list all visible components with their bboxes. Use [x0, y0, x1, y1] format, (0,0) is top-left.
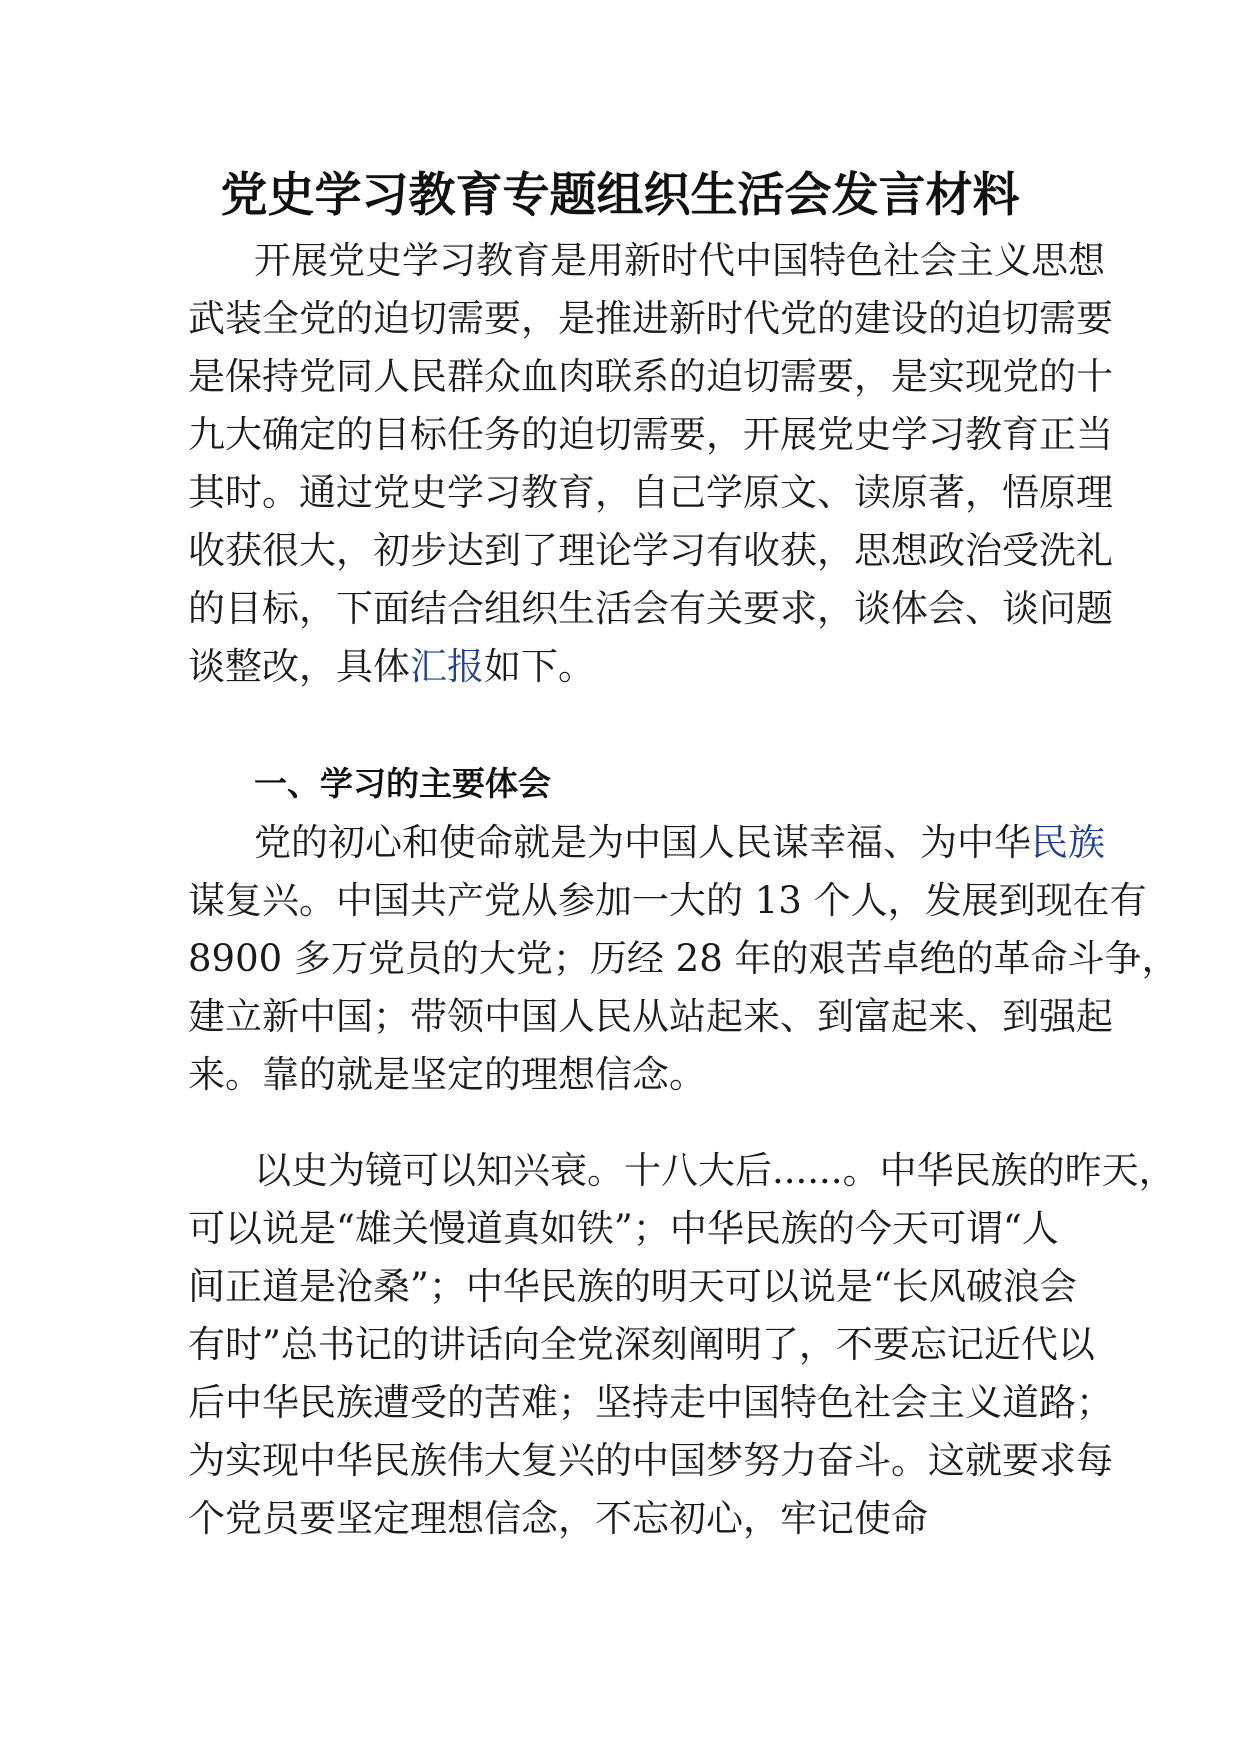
paragraph-3-line-1: 以史为镜可以知兴衰。十八大后......。中华民族的昨天，: [254, 1149, 1176, 1192]
paragraph-3-line-6: 为实现中华民族伟大复兴的中国梦努力奋斗。这就要求每: [188, 1439, 1113, 1482]
paragraph-3-line-2: 可以说是“雄关慢道真如铁”；中华民族的今天可谓“人: [188, 1207, 1059, 1250]
nation-link[interactable]: 民族: [1031, 821, 1105, 864]
paragraph-3-line-7: 个党员要坚定理想信念，不忘初心，牢记使命: [188, 1497, 928, 1540]
paragraph-3-line-3: 间正道是沧桑”；中华民族的明天可以说是“长风破浪会: [188, 1265, 1077, 1308]
paragraph-3-line-4: 有时”总书记的讲话向全党深刻阐明了，不要忘记近代以: [188, 1323, 1095, 1366]
section-heading-1: 一、学习的主要体会: [254, 764, 551, 803]
paragraph-1-line-8-text: 谈整改，具体: [188, 645, 410, 688]
paragraph-1-line-6: 收获很大，初步达到了理论学习有收获，思想政治受洗礼: [188, 529, 1113, 572]
paragraph-1-line-3: 是保持党同人民群众血肉联系的迫切需要，是实现党的十: [188, 355, 1113, 398]
paragraph-1-line-2: 武装全党的迫切需要，是推进新时代党的建设的迫切需要: [188, 297, 1113, 340]
paragraph-1-line-4: 九大确定的目标任务的迫切需要，开展党史学习教育正当: [188, 413, 1113, 456]
paragraph-2-line-5: 来。靠的就是坚定的理想信念。: [188, 1053, 706, 1096]
paragraph-3-line-5: 后中华民族遭受的苦难；坚持走中国特色社会主义道路；: [188, 1381, 1113, 1424]
paragraph-2-line-2: 谋复兴。中国共产党从参加一大的 13 个人，发展到现在有: [188, 879, 1147, 922]
paragraph-2-line-1: [254, 818, 1105, 868]
paragraph-1-line-7: 的目标，下面结合组织生活会有关要求，谈体会、谈问题: [188, 587, 1113, 630]
paragraph-1-line-8-end: 如下。: [484, 645, 595, 688]
paragraph-2-line-3: 8900 多万党员的大党；历经 28 年的艰苦卓绝的革命斗争，: [188, 937, 1179, 980]
paragraph-2-line-1-text: 党的初心和使命就是为中国人民谋幸福、为中华: [254, 821, 1031, 864]
report-link[interactable]: 汇报: [410, 645, 484, 688]
paragraph-1-line-8: [188, 642, 595, 692]
document-title: 党史学习教育专题组织生活会发言材料: [220, 168, 1020, 223]
paragraph-1-line-1: 开展党史学习教育是用新时代中国特色社会主义思想: [254, 239, 1105, 282]
paragraph-1-line-5: 其时。通过党史学习教育，自己学原文、读原著，悟原理: [188, 471, 1113, 514]
paragraph-2-line-4: 建立新中国；带领中国人民从站起来、到富起来、到强起: [188, 995, 1113, 1038]
